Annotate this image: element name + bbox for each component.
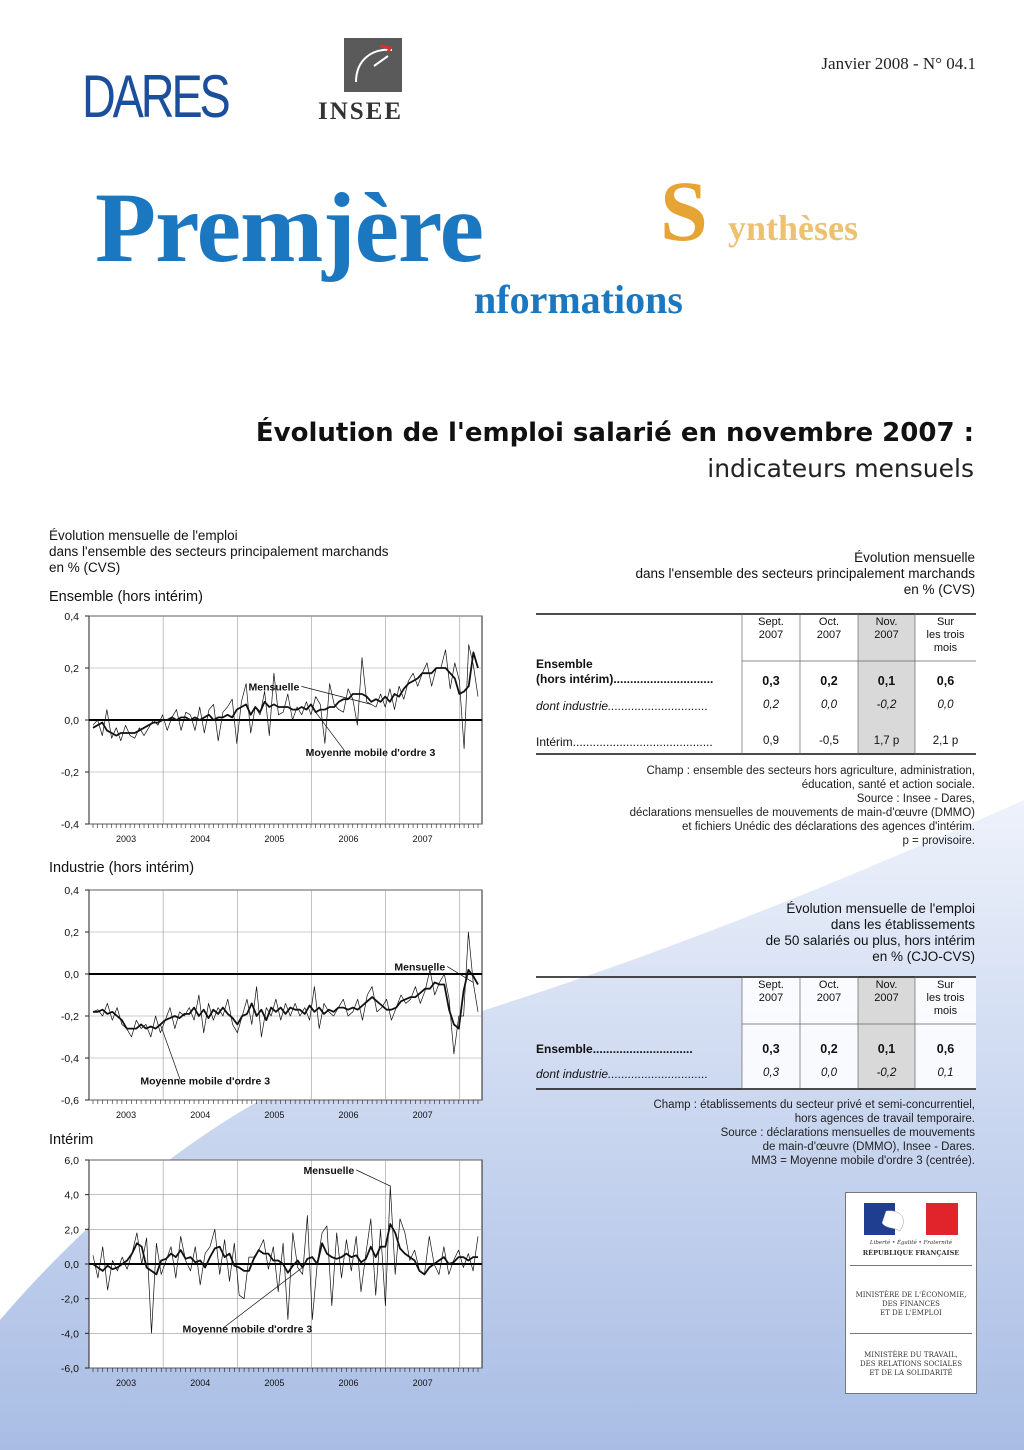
y-tick-label: -0,4 bbox=[60, 819, 79, 831]
table1-industrie-cell-1: 0,0 bbox=[821, 699, 837, 711]
table1-industrie-cell-0: 0,2 bbox=[763, 699, 779, 711]
page-subtitle: indicateurs mensuels bbox=[707, 454, 974, 483]
plot-area bbox=[89, 890, 482, 1100]
y-tick-label: 2,0 bbox=[64, 1224, 79, 1237]
table2-col-nov: Nov. 2007 bbox=[874, 979, 899, 1004]
annotation-label: Moyenne mobile d'ordre 3 bbox=[140, 1075, 271, 1088]
table1-title-1: Évolution mensuelle bbox=[854, 550, 975, 565]
y-tick-label: 4,0 bbox=[64, 1189, 79, 1202]
ministry-economy: MINISTÈRE DE L'ÉCONOMIE, DES FINANCES ET DE L'EMPLOI bbox=[855, 1291, 967, 1317]
x-tick-label: 2003 bbox=[116, 834, 137, 844]
table1-col-oct: Oct. 2007 bbox=[816, 616, 842, 641]
table2-notes bbox=[653, 1098, 975, 1168]
annotation-label: Moyenne mobile d'ordre 3 bbox=[182, 1323, 313, 1336]
annotation-label: Mensuelle bbox=[394, 961, 446, 974]
y-tick-label: -2,0 bbox=[60, 1293, 79, 1306]
table2-note-line-4: MM3 = Moyenne mobile d'ordre 3 (centrée). bbox=[751, 1155, 975, 1167]
table1-notes bbox=[630, 764, 975, 848]
annotation-label: Mensuelle bbox=[303, 1165, 355, 1177]
chart-interim bbox=[40, 1150, 490, 1395]
table1-interim-cell-3: 2,1 p bbox=[932, 735, 959, 747]
y-tick-label: 6,0 bbox=[64, 1155, 79, 1167]
chart2-title: Industrie (hors intérim) bbox=[49, 860, 195, 876]
insee-logo: INSEE bbox=[318, 98, 404, 125]
table1-note-line-4: et fichiers Unédic des déclarations des agences d'intérim. bbox=[681, 821, 975, 833]
x-tick-label: 2005 bbox=[264, 1110, 285, 1120]
chart1-title: Ensemble (hors intérim) bbox=[49, 589, 203, 605]
x-tick-label: 2003 bbox=[116, 1378, 137, 1388]
table2-row-industrie-label: dont industrie.............................. bbox=[536, 1067, 709, 1081]
table1-heading bbox=[635, 550, 975, 598]
annotation-label: Moyenne mobile d'ordre 3 bbox=[305, 747, 436, 760]
table1-row-industrie-label: dont industrie.............................. bbox=[536, 699, 709, 713]
y-tick-label: 0,4 bbox=[64, 611, 79, 623]
y-tick-label: 0,0 bbox=[64, 969, 79, 981]
table2-col-sept: Sept. 2007 bbox=[758, 979, 784, 1004]
left-block-unit: en % (CVS) bbox=[49, 560, 121, 575]
table2-unit: en % (CJO-CVS) bbox=[872, 949, 975, 964]
logo-divider-2 bbox=[850, 1333, 972, 1334]
y-tick-label: -0,4 bbox=[60, 1053, 79, 1065]
masthead-premieres: Premjère bbox=[95, 172, 483, 283]
insee-logo-mark bbox=[344, 38, 402, 92]
x-tick-label: 2006 bbox=[338, 1378, 359, 1388]
table1-interim-cell-1: -0,5 bbox=[819, 735, 839, 747]
x-tick-label: 2007 bbox=[412, 834, 433, 844]
table1-note-line-1: éducation, santé et action sociale. bbox=[801, 779, 975, 791]
left-block-title-2: dans l'ensemble des secteurs principalement marchands bbox=[49, 544, 389, 559]
table1-note-line-5: p = provisoire. bbox=[902, 835, 975, 847]
table2-ensemble-cell-2: 0,1 bbox=[877, 1042, 896, 1056]
x-tick-label: 2004 bbox=[190, 1110, 211, 1120]
x-tick-label: 2003 bbox=[116, 1110, 137, 1120]
table1-col-sept: Sept. 2007 bbox=[758, 616, 784, 641]
y-tick-label: -0,2 bbox=[60, 767, 79, 779]
table1-industrie-cell-2: -0,2 bbox=[876, 699, 897, 711]
table1-col-nov: Nov. 2007 bbox=[874, 616, 899, 641]
table2-title-3: de 50 salariés ou plus, hors intérim bbox=[765, 933, 975, 948]
table1-unit: en % (CVS) bbox=[903, 582, 975, 597]
x-tick-label: 2006 bbox=[338, 1110, 359, 1120]
ministry-labour: MINISTÈRE DU TRAVAIL, DES RELATIONS SOCIALES ET DE LA SOLIDARITÉ bbox=[859, 1351, 963, 1377]
table1-col-sur: Sur les trois mois bbox=[926, 616, 965, 654]
table1-ensemble-cell-0: 0,3 bbox=[762, 674, 780, 688]
y-tick-label: -4,0 bbox=[60, 1328, 79, 1341]
table2-industrie-cell-2: -0,2 bbox=[876, 1067, 897, 1079]
masthead-syntheses: ynthèses bbox=[728, 208, 859, 248]
chart-ensemble bbox=[40, 608, 490, 854]
masthead-informations: nformations bbox=[474, 277, 683, 322]
table2-note-line-1: hors agences de travail temporaire. bbox=[794, 1113, 975, 1125]
republic-label: RÉPUBLIQUE FRANÇAISE bbox=[862, 1249, 960, 1257]
table2-note-line-0: Champ : établissements du secteur privé et semi-concurrentiel, bbox=[653, 1099, 975, 1111]
republic-motto: Liberté • Égalité • Fraternité bbox=[869, 1240, 953, 1246]
table2-industrie-cell-0: 0,3 bbox=[763, 1067, 779, 1079]
table2-industrie-cell-1: 0,0 bbox=[821, 1067, 837, 1079]
chart-industrie bbox=[40, 880, 490, 1124]
logo-divider-1 bbox=[850, 1265, 972, 1266]
table1-row-interim-label: Intérim.......................................... bbox=[536, 735, 713, 749]
y-tick-label: 0,0 bbox=[64, 715, 79, 727]
table1-interim-cell-0: 0,9 bbox=[763, 735, 779, 747]
table2-ensemble-cell-3: 0,6 bbox=[936, 1042, 955, 1056]
table2-heading bbox=[766, 901, 975, 965]
table1-note-line-3: déclarations mensuelles de mouvements de main-d'œuvre (DMMO) bbox=[629, 807, 975, 819]
table2-title-2: dans les établissements bbox=[830, 917, 975, 932]
y-tick-label: -0,6 bbox=[60, 1095, 79, 1107]
table2-industrie-cell-3: 0,1 bbox=[937, 1067, 954, 1079]
x-tick-label: 2007 bbox=[412, 1110, 433, 1120]
x-tick-label: 2004 bbox=[190, 1378, 211, 1388]
table1-note-line-2: Source : Insee - Dares, bbox=[856, 793, 975, 805]
x-tick-label: 2005 bbox=[264, 1378, 285, 1388]
table1-ensemble-cell-2: 0,1 bbox=[877, 674, 896, 688]
x-tick-label: 2005 bbox=[264, 834, 285, 844]
issue-number: Janvier 2008 - N° 04.1 bbox=[821, 54, 976, 73]
table2-ensemble-cell-0: 0,3 bbox=[762, 1042, 780, 1056]
page-title: Évolution de l'emploi salarié en novembre 2007 : bbox=[255, 418, 974, 448]
y-tick-label: 0,2 bbox=[64, 927, 79, 939]
dares-logo: DARES bbox=[82, 63, 228, 130]
x-tick-label: 2006 bbox=[338, 834, 359, 844]
table1-title-2: dans l'ensemble des secteurs principalement marchands bbox=[635, 566, 975, 581]
table2-ensemble-cell-1: 0,2 bbox=[820, 1042, 838, 1056]
table2-col-sur: Sur les trois mois bbox=[926, 979, 965, 1017]
y-tick-label: 0,2 bbox=[64, 663, 79, 675]
table1-ensemble-cell-1: 0,2 bbox=[820, 674, 838, 688]
table1-interim-cell-2: 1,7 p bbox=[873, 735, 900, 747]
left-block-title-1: Évolution mensuelle de l'emploi bbox=[49, 528, 238, 543]
table1-ensemble-cell-3: 0,6 bbox=[936, 674, 955, 688]
insee-logo-icon bbox=[344, 38, 402, 92]
y-tick-label: 0,4 bbox=[64, 885, 79, 897]
table2-title-1: Évolution mensuelle de l'emploi bbox=[786, 901, 975, 916]
chart3-title: Intérim bbox=[49, 1132, 94, 1148]
annotation-label: Mensuelle bbox=[248, 681, 300, 694]
table1-row-ensemble-label: Ensemble (hors intérim).............................. bbox=[536, 657, 714, 686]
table1-industrie-cell-3: 0,0 bbox=[937, 699, 954, 711]
table1-note-line-0: Champ : ensemble des secteurs hors agriculture, administration, bbox=[646, 765, 975, 777]
left-block-heading bbox=[49, 528, 389, 576]
y-tick-label: 0,0 bbox=[64, 1259, 79, 1271]
table2-row-ensemble-label: Ensemble.............................. bbox=[536, 1042, 693, 1056]
masthead-s: S bbox=[660, 163, 708, 259]
table2-note-line-2: Source : déclarations mensuelles de mouvements bbox=[720, 1127, 975, 1139]
x-tick-label: 2004 bbox=[190, 834, 211, 844]
table2-note-line-3: de main-d'œuvre (DMMO), Insee - Dares. bbox=[762, 1141, 975, 1153]
y-tick-label: -0,2 bbox=[60, 1011, 79, 1023]
table2-col-oct: Oct. 2007 bbox=[816, 979, 842, 1004]
x-tick-label: 2007 bbox=[412, 1378, 433, 1388]
y-tick-label: -6,0 bbox=[60, 1363, 79, 1375]
ministry-logo-block bbox=[845, 1192, 977, 1394]
